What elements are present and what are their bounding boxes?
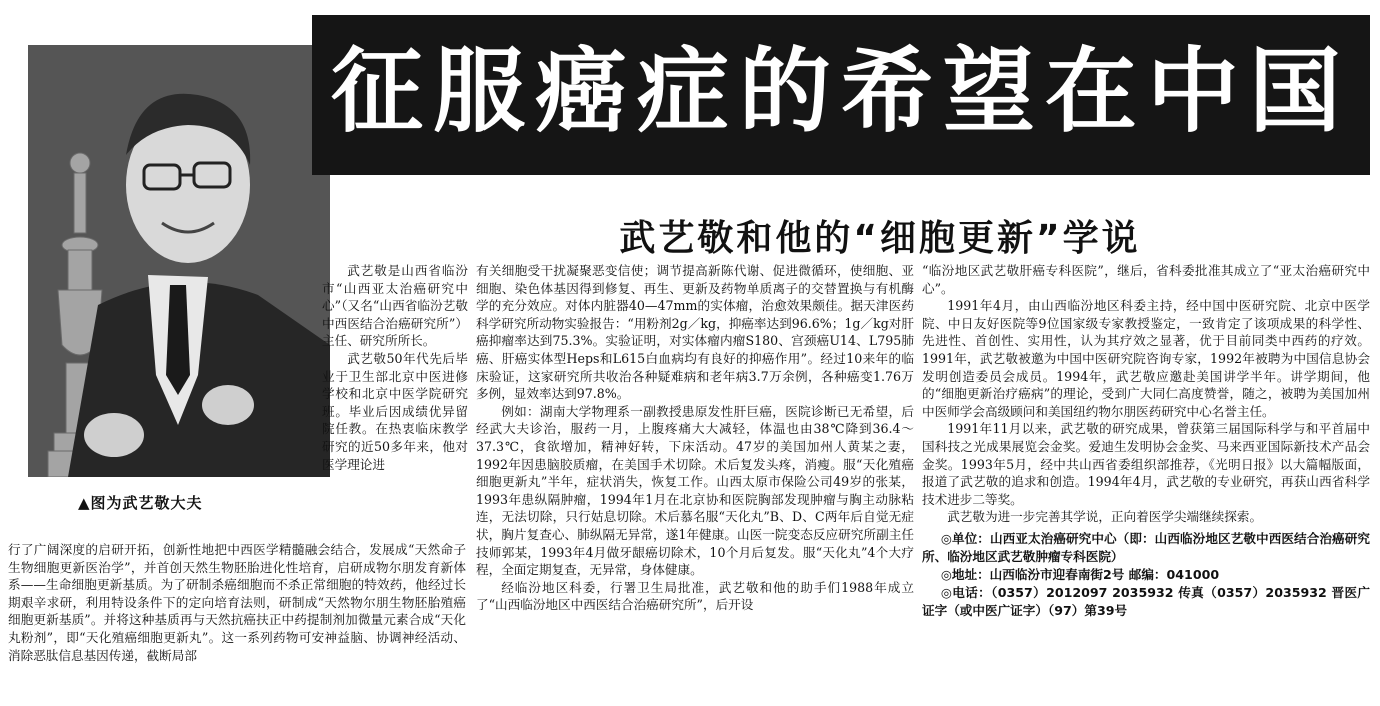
portrait-photo: [28, 45, 330, 477]
paragraph: 1991年4月，由山西临汾地区科委主持，经中国中医研究院、北京中医学院、中日友好医院等9位国家级专家教授鉴定，一致肯定了该项成果的科学性、先进性、首创性、实用性，认为其疗效之显著，优于目前同类中西药的疗效。1991年，武艺敬被邀为中国中医研究院咨询专家，1992年被聘为中国信息协会发明创造委员会成员。1994年，武艺敬应邀赴美国讲学半年。讲学期间，他的“细胞更新治疗癌病”的理论，受到广大同仁高度赞誉，随之，被聘为美国加州中医师学会高级顾问和美国纽约物尔朋医药研究中心名誉主任。: [922, 298, 1370, 419]
paragraph: 行了广阔深度的启研开拓，创新性地把中西医学精髓融会结合，发展成“天然命子生物细胞更新医治学”，并首创天然生物胚胎进化性培育，启研成物尔朋发育新体系——生命细胞更新基质。为了研制杀癌细胞而不杀正常细胞的特效药，他经过长期艰辛求研，利用特设条件下的定向培育法则，研制成“天然物尔朋生物胚胎殖癌细胞更新基质”。并将这种基质再与天然抗癌扶正中药提制剂加微量元素合成“天化丸粉剂”，即“天化殖癌细胞更新丸”。这一系列药物可安神益脑、协调神经活动、消除恶肽信息基因传递，截断局部: [8, 542, 466, 663]
contact-unit: ◎单位：山西亚太治癌研究中心（即：山西临汾地区艺敬中西医结合治癌研究所、临汾地区武艺敬肿瘤专科医院）: [922, 530, 1370, 564]
paragraph: 武艺敬50年代先后毕业于卫生部北京中医进修学校和北京中医学院研究班。毕业后因成绩优异留院任教。在热衷临床教学研究的近50多年来，他对医学理论进: [322, 350, 468, 472]
paragraph: 例如：湖南大学物理系一副教授患原发性肝巨癌，医院诊断已无希望，后经武大夫诊治，服药一月，上腹疼痛大大减轻，体温也由38℃降到36.4～37.3℃，食欲增加，精神好转，下床活动。47岁的美国加州人黄某之妻，1992年因患脑胶质瘤，在美国手术切除。术后复发头疼，消瘦。服“天化殖癌细胞更新丸”半年，症状消失，恢复工作。山西太原市保险公司49岁的张某，1993年患纵隔肿瘤，1994年1月在北京协和医院胸部发现肿瘤与胸主动脉粘连，无法切除，只行姑息切除。术后慕名服“天化丸”B、D、C两年后自觉无症状，胸片复查心、肺纵隔无异常，遂1年健康。山医一院变态反应研究所副主任技师郭某，1993年4月做牙龈癌切除术，10个月后复发。服“天化丸”4个大疗程，全面定期复查，无异常，身体健康。: [476, 403, 914, 578]
tie-shape: [166, 285, 190, 395]
paragraph: “临汾地区武艺敬肝癌专科医院”，继后，省科委批准其成立了“亚太治癌研究中心”。: [922, 263, 1370, 296]
article-column-3: [922, 262, 1370, 620]
paragraph: 有关细胞受干扰凝聚恶变信使；调节提高新陈代谢、促进微循环，使细胞、亚细胞、染色体基因得到修复、再生、更新及药物单质离子的交替置换与有机酶学的充分效应。对体内脏器40—47mm的实体瘤，治愈效果颇佳。据天津医药科学研究所动物实验报告：“用粉剂2g／kg，抑癌率达到96.6%；1g／kg对肝癌抑瘤率达到75.3%。实验证明，对实体瘤内瘤S180、宫颈癌U14、L795肺癌、肝癌实体型Heps和L615白血病均有良好的抑癌作用”。经过10来年的临床验证，这家研究所共收治各种疑难病和老年病3.7万余例，各种癌变1.76万多例，显效率达到97.8%。: [476, 263, 914, 402]
photo-caption: ▲图为武艺敬大夫: [78, 494, 203, 512]
article-column-1-continued: [8, 541, 466, 664]
paragraph: 武艺敬为进一步完善其学说，正向着医学尖端继续探索。: [947, 509, 1263, 525]
paragraph: 1991年11月以来，武艺敬的研究成果，曾获第三届国际科学与和平首届中国科技之光成果展览会金奖。爱迪生发明协会金奖、马来西亚国际新技术产品会金奖。1993年5月，经中共山西省委组织部推荐，《光明日报》以大篇幅版面，报道了武艺敬的追求和创造。1994年4月，武艺敬的专业研究，再获山西省科学技术进步二等奖。: [922, 421, 1370, 507]
article-column-2: [476, 262, 914, 614]
hand-shape: [84, 413, 144, 457]
contact-phone: ◎电话：（0357）2012097 2035932 传真（0357）2035932 晋医广证字（或中医广证字）（97）第39号: [922, 584, 1370, 618]
portrait-illustration: [28, 45, 330, 477]
contact-address: ◎地址：山西临汾市迎春南街2号 邮编：041000: [940, 566, 1220, 582]
headline-banner: [312, 15, 1370, 175]
contact-block: [922, 530, 1370, 620]
hand-shape: [202, 385, 254, 425]
subtitle: 武艺敬和他的“细胞更新”学说: [619, 218, 1141, 259]
headline: 征服癌症的希望在中国: [330, 38, 1351, 145]
article-column-1: [322, 262, 468, 473]
paragraph: 武艺敬是山西省临汾市“山西亚太治癌研究中心”（又名“山西省临汾艺敬中西医结合治癌研究所”）主任、研究所所长。: [322, 263, 468, 349]
paragraph: 经临汾地区科委，行署卫生局批准，武艺敬和他的助手们1988年成立了“山西临汾地区中西医结合治癌研究所”，后开设: [476, 579, 914, 613]
